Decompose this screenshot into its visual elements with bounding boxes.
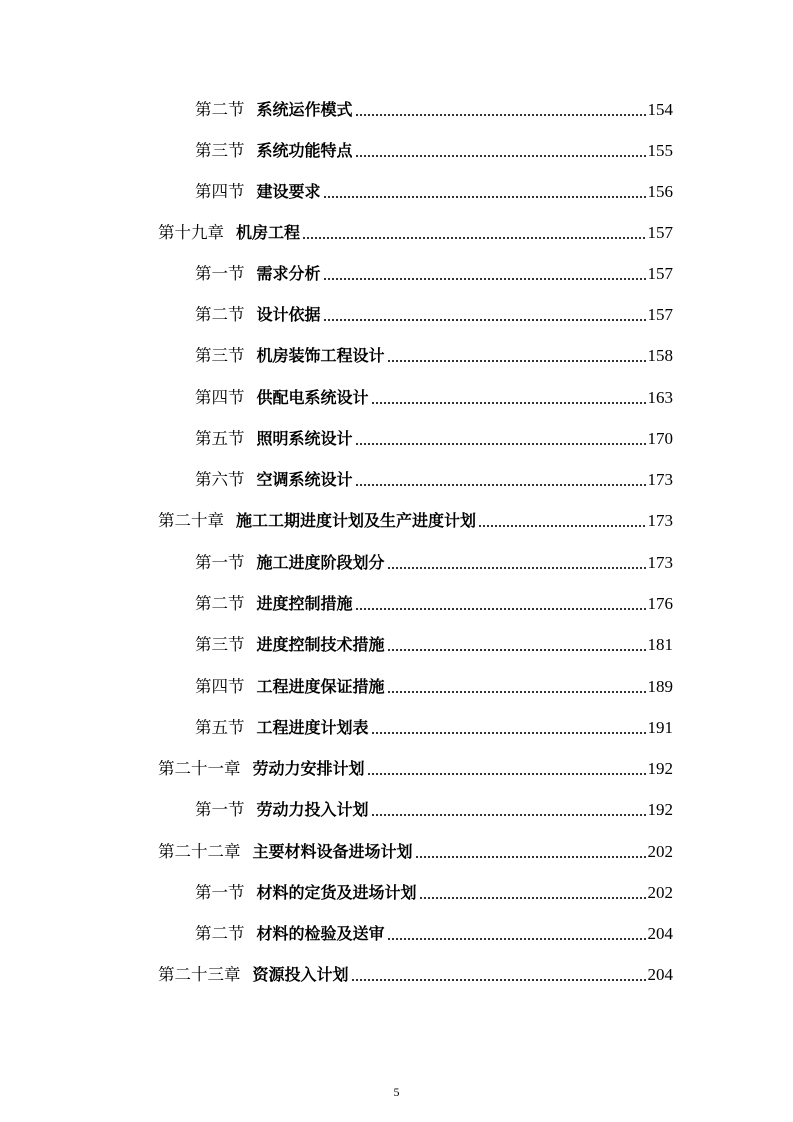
toc-entry-page: 204 (647, 965, 673, 984)
toc-entry-label: 第四节 (195, 677, 245, 696)
toc-entry[interactable] (195, 589, 673, 615)
toc-dot-leader (302, 237, 645, 239)
toc-entry[interactable] (195, 878, 673, 904)
toc-dot-leader (351, 979, 646, 981)
toc-entry-title: 机房装饰工程设计 (256, 346, 385, 365)
toc-entry-label: 第一节 (195, 883, 245, 902)
toc-entry-page: 202 (647, 842, 673, 861)
toc-entry[interactable] (195, 259, 673, 285)
toc-dot-leader (323, 196, 646, 198)
toc-dot-leader (387, 691, 646, 693)
toc-entry-title: 进度控制措施 (256, 594, 353, 613)
toc-entry-page: 176 (647, 594, 673, 613)
toc-entry-title: 需求分析 (256, 264, 321, 283)
toc-entry-page: 157 (647, 223, 673, 242)
toc-entry[interactable] (195, 465, 673, 491)
toc-entry[interactable] (195, 341, 673, 367)
toc-entry-page: 155 (647, 141, 673, 160)
toc-entry[interactable] (195, 424, 673, 450)
toc-entry[interactable] (195, 672, 673, 698)
toc-entry-page: 156 (647, 182, 673, 201)
toc-entry-label: 第二节 (195, 100, 245, 119)
toc-entry-label: 第三节 (195, 346, 245, 365)
toc-entry-label: 第二十章 (158, 511, 224, 530)
toc-dot-leader (355, 443, 646, 445)
toc-dot-leader (355, 114, 646, 116)
toc-entry[interactable] (158, 754, 673, 780)
toc-dot-leader (478, 525, 645, 527)
toc-entry[interactable] (158, 837, 673, 863)
toc-entry[interactable] (195, 383, 673, 409)
toc-dot-leader (323, 319, 646, 321)
toc-entry-label: 第二节 (195, 924, 245, 943)
toc-entry-label: 第二十二章 (158, 842, 241, 861)
toc-entry[interactable] (195, 300, 673, 326)
toc-entry[interactable] (158, 506, 673, 532)
toc-entry-page: 157 (647, 305, 673, 324)
toc-dot-leader (371, 402, 646, 404)
toc-entry-page: 158 (647, 346, 673, 365)
toc-entry-title: 进度控制技术措施 (256, 635, 385, 654)
toc-entry-title: 系统功能特点 (256, 141, 353, 160)
toc-dot-leader (415, 856, 646, 858)
toc-entry[interactable] (158, 960, 673, 986)
toc-entry-title: 建设要求 (256, 182, 321, 201)
toc-entry-title: 空调系统设计 (256, 470, 353, 489)
toc-entry-label: 第三节 (195, 635, 245, 654)
toc-entry-page: 204 (647, 924, 673, 943)
toc-entry-label: 第三节 (195, 141, 245, 160)
toc-entry[interactable] (195, 548, 673, 574)
toc-entry-label: 第二节 (195, 594, 245, 613)
toc-entry-page: 202 (647, 883, 673, 902)
toc-entry-page: 173 (647, 511, 673, 530)
toc-dot-leader (371, 814, 646, 816)
toc-entry-page: 163 (647, 388, 673, 407)
toc-entry-label: 第五节 (195, 429, 245, 448)
toc-entry-title: 照明系统设计 (256, 429, 353, 448)
toc-dot-leader (387, 649, 646, 651)
toc-dot-leader (323, 278, 646, 280)
toc-entry-page: 189 (647, 677, 673, 696)
toc-entry-title: 机房工程 (236, 223, 301, 242)
toc-entry-page: 154 (647, 100, 673, 119)
toc-entry[interactable] (195, 713, 673, 739)
page-number: 5 (393, 1085, 400, 1099)
toc-entry[interactable] (195, 95, 673, 121)
toc-entry-page: 157 (647, 264, 673, 283)
toc-entry[interactable] (195, 136, 673, 162)
toc-entry-title: 施工工期进度计划及生产进度计划 (236, 511, 477, 530)
toc-entry-label: 第十九章 (158, 223, 224, 242)
toc-entry-page: 181 (647, 635, 673, 654)
toc-dot-leader (355, 484, 646, 486)
toc-entry-label: 第一节 (195, 264, 245, 283)
toc-entry-title: 资源投入计划 (252, 965, 349, 984)
toc-dot-leader (367, 773, 646, 775)
toc-entry-label: 第一节 (195, 800, 245, 819)
toc-entry-title: 材料的定货及进场计划 (256, 883, 417, 902)
toc-dot-leader (355, 155, 646, 157)
toc-entry-title: 供配电系统设计 (256, 388, 369, 407)
toc-entry[interactable] (158, 218, 673, 244)
toc-entry-title: 劳动力投入计划 (256, 800, 369, 819)
toc-entry-label: 第四节 (195, 388, 245, 407)
toc-entry[interactable] (195, 177, 673, 203)
toc-entry[interactable] (195, 630, 673, 656)
toc-dot-leader (387, 938, 646, 940)
toc-entry-label: 第六节 (195, 470, 245, 489)
toc-entry-label: 第一节 (195, 553, 245, 572)
toc-entry-page: 170 (647, 429, 673, 448)
toc-entry-label: 第二十一章 (158, 759, 241, 778)
toc-dot-leader (387, 567, 646, 569)
toc-entry[interactable] (195, 795, 673, 821)
toc-dot-leader (371, 732, 646, 734)
toc-dot-leader (387, 360, 646, 362)
toc-entry-title: 劳动力安排计划 (252, 759, 365, 778)
toc-entry-title: 材料的检验及送审 (256, 924, 385, 943)
toc-dot-leader (419, 897, 646, 899)
toc-entry-page: 173 (647, 470, 673, 489)
toc-entry-page: 173 (647, 553, 673, 572)
toc-entry-label: 第二节 (195, 305, 245, 324)
toc-entry-title: 工程进度计划表 (256, 718, 369, 737)
toc-entry-page: 192 (647, 800, 673, 819)
toc-entry-label: 第二十三章 (158, 965, 241, 984)
toc-entry-title: 施工进度阶段划分 (256, 553, 385, 572)
toc-entry-label: 第四节 (195, 182, 245, 201)
toc-entry-page: 192 (647, 759, 673, 778)
toc-entry-page: 191 (647, 718, 673, 737)
toc-dot-leader (355, 608, 646, 610)
toc-entry[interactable] (195, 919, 673, 945)
toc-entry-title: 主要材料设备进场计划 (252, 842, 413, 861)
toc-entry-title: 设计依据 (256, 305, 321, 324)
toc-entry-title: 系统运作模式 (256, 100, 353, 119)
toc-entry-label: 第五节 (195, 718, 245, 737)
toc-entry-title: 工程进度保证措施 (256, 677, 385, 696)
